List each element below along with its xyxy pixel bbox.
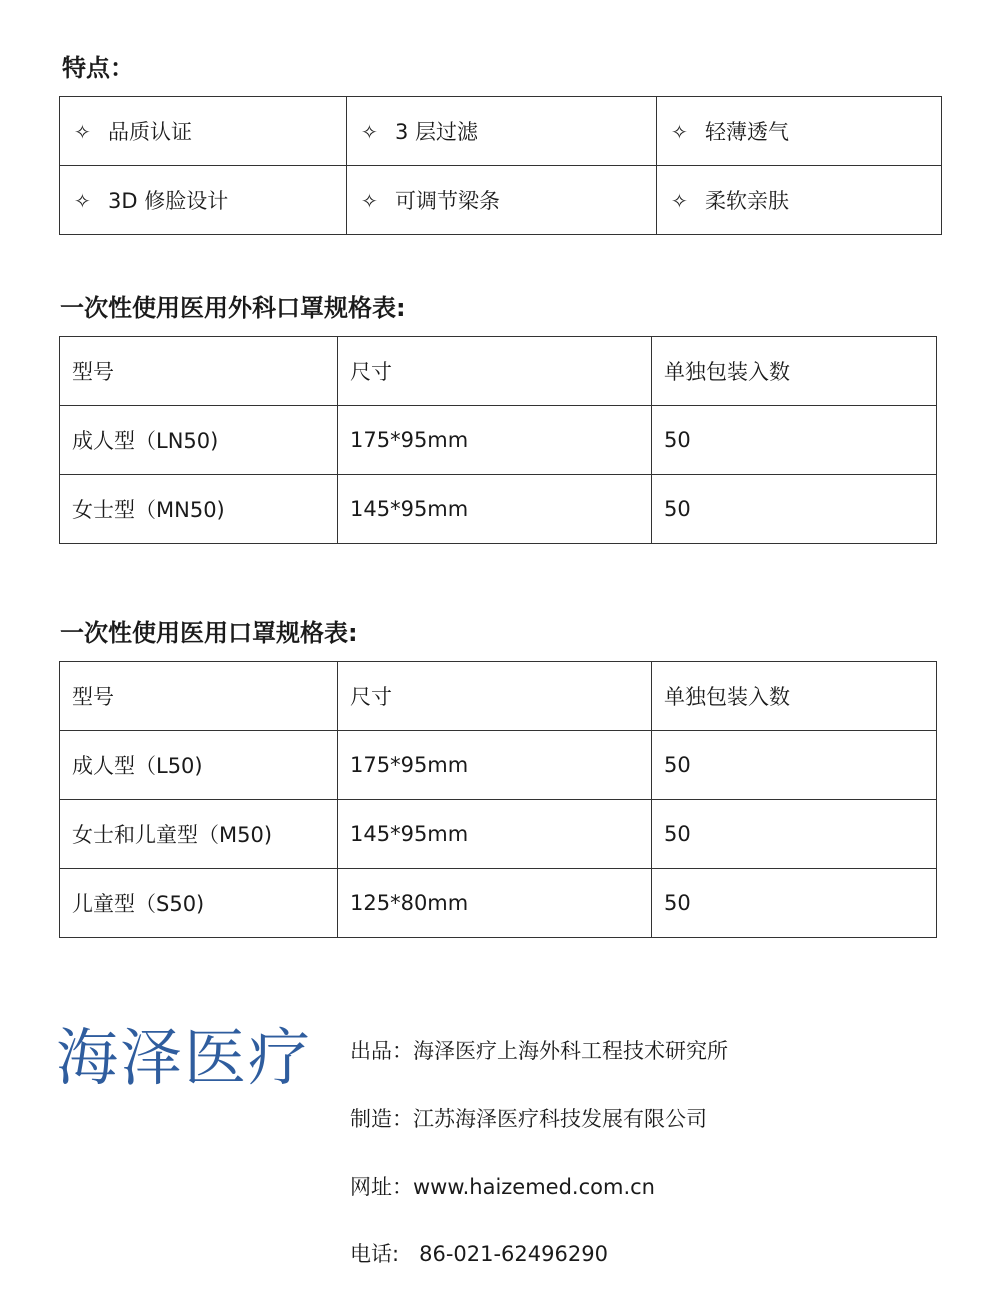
sparkle-icon: ✧: [671, 120, 688, 144]
manufacturer-text: 制造：江苏海泽医疗科技发展有限公司: [350, 1107, 707, 1131]
header-cell: 型号: [60, 662, 338, 731]
table-cell: 175*95mm: [338, 731, 652, 800]
header-cell: 尺寸: [338, 337, 652, 406]
medical-mask-spec-table: [59, 661, 937, 938]
header-cell: 单独包装入数: [652, 662, 937, 731]
sparkle-icon: ✧: [361, 189, 378, 213]
sparkle-icon: ✧: [361, 120, 378, 144]
table-cell: 125*80mm: [338, 869, 652, 938]
table-cell: 女士型（MN50): [60, 475, 338, 544]
table-cell: 50: [652, 869, 937, 938]
header-cell: 单独包装入数: [652, 337, 937, 406]
table-cell: 175*95mm: [338, 406, 652, 475]
features-title: 特点：: [62, 54, 134, 82]
table-row: [60, 800, 937, 869]
table-cell: 145*95mm: [338, 475, 652, 544]
table-row: [60, 869, 937, 938]
table-header-row: [60, 337, 937, 406]
phone-text: 电话: 86-021-62496290: [350, 1242, 608, 1266]
table-cell: 50: [652, 731, 937, 800]
feature-label: 柔软亲肤: [705, 189, 789, 213]
feature-label: 品质认证: [108, 120, 192, 144]
company-logo: 海泽医疗: [56, 1021, 313, 1094]
features-table: [59, 96, 942, 235]
sparkle-icon: ✧: [74, 120, 91, 144]
feature-label: 轻薄透气: [705, 120, 789, 144]
producer-text: 出品：海泽医疗上海外科工程技术研究所: [350, 1039, 728, 1063]
table-cell: 成人型（LN50): [60, 406, 338, 475]
sparkle-icon: ✧: [74, 189, 91, 213]
table-row: [60, 475, 937, 544]
feature-label: 可调节梁条: [395, 189, 500, 213]
table-row: [60, 731, 937, 800]
header-cell: 尺寸: [338, 662, 652, 731]
table-cell: 儿童型（S50): [60, 869, 338, 938]
table-row: [60, 166, 942, 235]
table-row: [60, 97, 942, 166]
sparkle-icon: ✧: [671, 189, 688, 213]
table-cell: 成人型（L50): [60, 731, 338, 800]
table-cell: 50: [652, 800, 937, 869]
table-header-row: [60, 662, 937, 731]
table-row: [60, 406, 937, 475]
table-cell: 女士和儿童型（M50): [60, 800, 338, 869]
surgical-mask-table-title: 一次性使用医用外科口罩规格表:: [60, 294, 406, 322]
feature-label: 3 层过滤: [395, 120, 479, 144]
table-cell: 145*95mm: [338, 800, 652, 869]
header-cell: 型号: [60, 337, 338, 406]
feature-label: 3D 修脸设计: [108, 189, 229, 213]
table-cell: 50: [652, 475, 937, 544]
website-text: 网址：www.haizemed.com.cn: [350, 1175, 655, 1199]
medical-mask-table-title: 一次性使用医用口罩规格表:: [60, 619, 358, 647]
surgical-mask-spec-table: [59, 336, 937, 544]
table-cell: 50: [652, 406, 937, 475]
